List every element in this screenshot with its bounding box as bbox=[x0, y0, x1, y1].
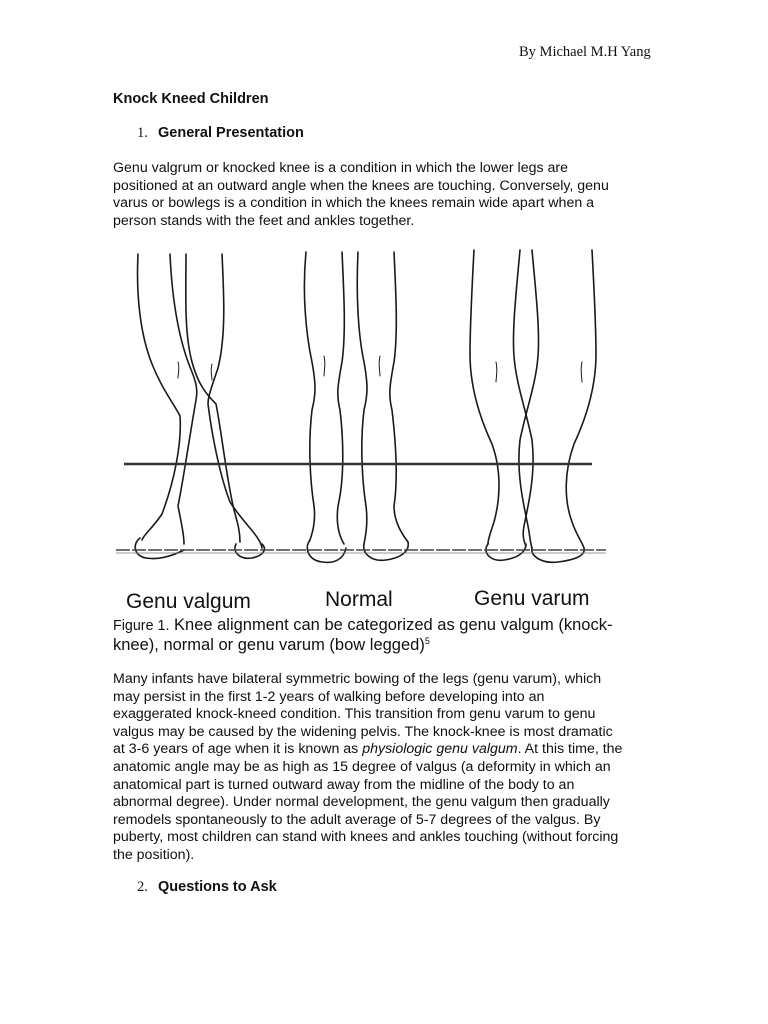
caption-prefix: Figure 1. bbox=[113, 618, 170, 634]
leg-illustration bbox=[112, 244, 612, 616]
section-label: General Presentation bbox=[158, 125, 304, 141]
section-heading-questions bbox=[137, 879, 277, 896]
text-line: puberty, most children can stand with knees and ankles touching (without forcing bbox=[113, 829, 619, 846]
text-line: the position). bbox=[113, 846, 195, 863]
label-normal: Normal bbox=[325, 588, 393, 611]
body-paragraph bbox=[113, 671, 653, 865]
text-line: anatomical part is turned outward away from the midline of the body to an bbox=[113, 776, 575, 793]
section-heading-general bbox=[137, 125, 304, 142]
section-number: 1. bbox=[137, 125, 148, 141]
text-line: Genu valgrum or knocked knee is a condition in which the lower legs are bbox=[113, 160, 569, 176]
label-genu-valgum: Genu valgum bbox=[126, 590, 251, 613]
knee-alignment-figure bbox=[112, 244, 612, 621]
text-line: varus or bowlegs is a condition in which the knees remain wide apart when a bbox=[113, 195, 595, 212]
intro-paragraph bbox=[113, 160, 653, 230]
text-line: valgus may be caused by the widening pelvis. The knock-knee is most dramatic bbox=[113, 723, 613, 740]
text-line: abnormal degree). Under normal development, the genu valgum then gradually bbox=[113, 794, 610, 811]
text-line: anatomic angle may be as high as 15 degree of valgus (a deformity in which an bbox=[113, 758, 611, 775]
text-line: positioned at an outward angle when the knees are touching. Conversely, genu bbox=[113, 177, 609, 194]
document-title: Knock Kneed Children bbox=[113, 91, 269, 107]
italic-term: physiologic genu valgum bbox=[362, 741, 518, 758]
text-run: at 3-6 years of age when it is known as bbox=[113, 741, 363, 758]
figure-caption bbox=[113, 616, 653, 656]
caption-text: Knee alignment can be categorized as genu valgum (knock- bbox=[169, 616, 613, 634]
text-line: exaggerated knock-kneed condition. This transition from genu varum to genu bbox=[113, 706, 596, 723]
section-number: 2. bbox=[137, 879, 148, 895]
author-line: By Michael M.H Yang bbox=[519, 44, 651, 60]
text-line: Many infants have bilateral symmetric bowing of the legs (genu varum), which bbox=[113, 671, 602, 687]
text-line: person stands with the feet and ankles together. bbox=[113, 212, 415, 229]
label-genu-varum: Genu varum bbox=[474, 587, 590, 610]
text-run: . At this time, the bbox=[517, 741, 623, 758]
text-line: may persist in the first 1-2 years of walking before developing into an bbox=[113, 688, 545, 705]
caption-text: knee), normal or genu varum (bow legged) bbox=[113, 636, 425, 654]
section-label: Questions to Ask bbox=[158, 879, 277, 895]
text-line: remodels spontaneously to the adult average of 5-7 degrees of the valgus. By bbox=[113, 811, 601, 828]
citation-ref: 5 bbox=[424, 636, 430, 647]
text-line bbox=[113, 741, 653, 759]
